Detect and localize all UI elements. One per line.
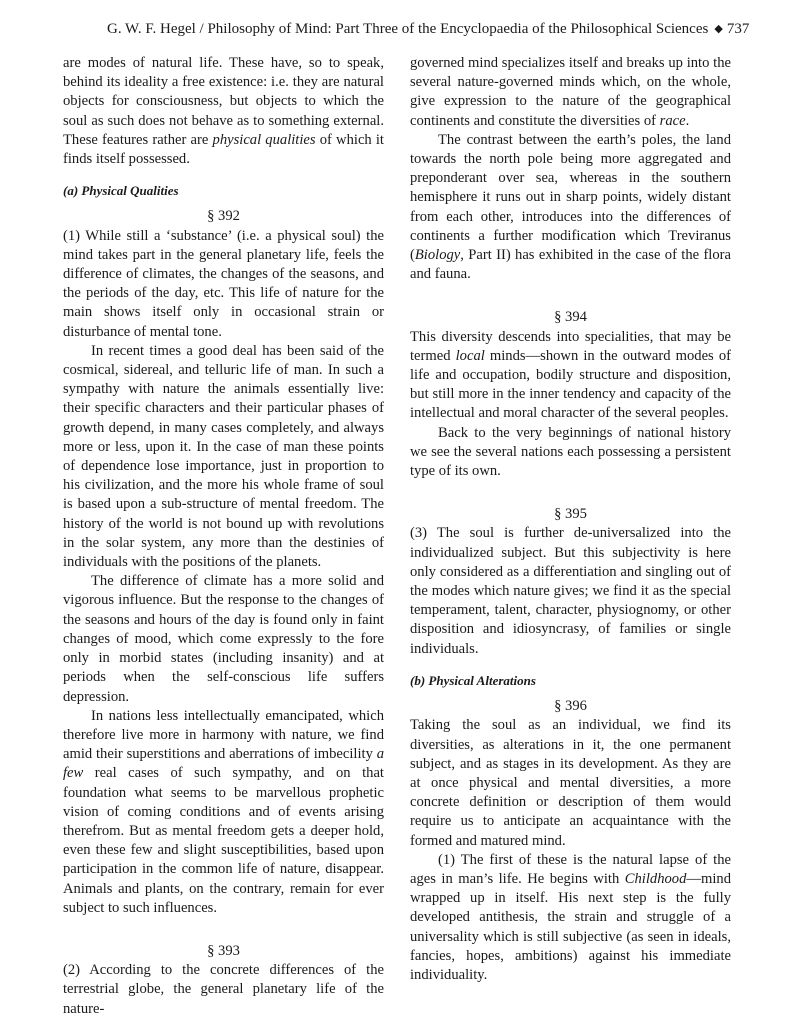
running-header (107, 21, 750, 39)
page-number: 737 (726, 21, 750, 37)
paragraph-396: Taking the soul as an individual, we find its diversities, as alterations in it, the one permanent subject, and as stages in its development. As they are at once physical and mental diversities, a more concrete definition or description of them would require us to anticipate an acquaintance with the formed and matured mind. (410, 717, 731, 849)
running-title: G. W. F. Hegel / Philosophy of Mind: Part Three of the Encyclopaedia of the Philosophical Sciences (107, 21, 709, 37)
paragraph-climate: The difference of climate has a more solid and vigorous influence. But the response to the changes of the seasons and hours of the day is found only in faint changes of mood, which come expressly to the fore only in morbid states (including insanity) and at periods when the self-conscious life suffers depression. (63, 573, 384, 705)
paragraph-recent-times: In recent times a good deal has been said of the cosmical, sidereal, and telluric life of man. In such a sympathy with nature the animals essentially live: their specific characters and their particular phases of growth depend, in many cases completely, and always more or less, upon it. In the case of man these points of dependence lose importance, just in proportion to his civilization, and the more his whole frame of soul is based upon a sub-structure of mental freedom. The history of the world is not bound up with revolutions in the solar system, any more than the destinies of individuals with the positions of the planets. (63, 342, 384, 571)
paragraph-modes: are modes of natural life. These have, so to speak, behind its ideality a free existence: i.e. they are natural objects for consciousness, but objects to which the soul as such does not behave as to something external. These features rather are physical qualities of which it finds itself possessed. (63, 55, 384, 168)
section-394-heading: § 394 (554, 309, 587, 326)
section-393-heading: § 393 (207, 942, 240, 959)
emphasis: Biology (414, 247, 461, 264)
section-395-heading: § 395 (554, 506, 587, 523)
emphasis: physical qualities (212, 131, 316, 148)
subheading-physical-qualities: (a) Physical Qualities (63, 183, 179, 199)
paragraph-national-history: Back to the very beginnings of national history we see the several nations each possessing a persistent type of its own. (410, 424, 731, 480)
emphasis: Childhood (624, 870, 687, 887)
paragraph-394: This diversity descends into specialities, that may be termed local minds—shown in the outward modes of life and occupation, bodily structure and disposition, but still more in the inner tendency and capacity of the intellectual and moral character of the several peoples. (410, 328, 731, 422)
subheading-physical-alterations: (b) Physical Alterations (410, 672, 536, 688)
paragraph-392: (1) While still a ‘substance’ (i.e. a physical soul) the mind takes part in the general planetary life, feels the difference of climates, the changes of the seasons, and the periods of the day, etc. This life of nature for the main shows itself only in occasional strain or disturbance of mental tone. (63, 227, 384, 340)
paragraph-393: (2) According to the concrete differences of the terrestrial globe, the general planetary life of the nature- (63, 962, 384, 1017)
emphasis: race (659, 112, 686, 129)
paragraph-nations: In nations less intellectually emancipated, which therefore live more in harmony with nature, we find amid their superstitions and aberrations of imbecility a few real cases of such sympathy, and on that foundation what seems to be marvellous prophetic vision of coming conditions and of events arising therefrom. But as mental freedom gets a deeper hold, even these few and slight susceptibilities, based upon participation in the common life of nature, disappear. Animals and plants, on the contrary, remain for ever subject to such influences. (63, 707, 384, 916)
paragraph-395: (3) The soul is further de-universalized into the individualized subject. But this subjectivity is here only considered as a differentiation and singling out of the modes which nature gives; we find it as the special temperament, talent, character, physiognomy, or other disposition and idiosyncrasy, of families or single individuals. (410, 525, 731, 657)
paragraph-contrast: The contrast between the earth’s poles, the land towards the north pole being more aggregated and preponderant over sea, whereas in the southern hemisphere it runs out in sharp points, widely distant from each other, introduces into the differences of continents a further modification which Treviranus (Biology, Part II) has exhibited in the case of the flora and fauna. (410, 131, 731, 283)
emphasis: a few (63, 746, 384, 782)
paragraph-ages-of-life: (1) The first of these is the natural lapse of the ages in man’s life. He begins with Childhood—mind wrapped up in itself. His next step is the fully developed antithesis, the strain and struggle of a universality which is still subjective (as seen in ideals, fancies, hopes, ambitions) against his immediate individuality. (410, 851, 731, 983)
section-392-heading: § 392 (207, 208, 240, 225)
emphasis: local (455, 347, 485, 364)
paragraph-governed-mind: governed mind specializes itself and breaks up into the several nature-governed minds which, on the whole, give expression to the nature of the geographical continents and constitute the diversities of race. (410, 55, 731, 129)
right-column (410, 54, 731, 985)
diamond-arrow-icon: ◆ (714, 23, 723, 35)
section-396-heading: § 396 (554, 698, 587, 715)
left-column (63, 54, 384, 1019)
